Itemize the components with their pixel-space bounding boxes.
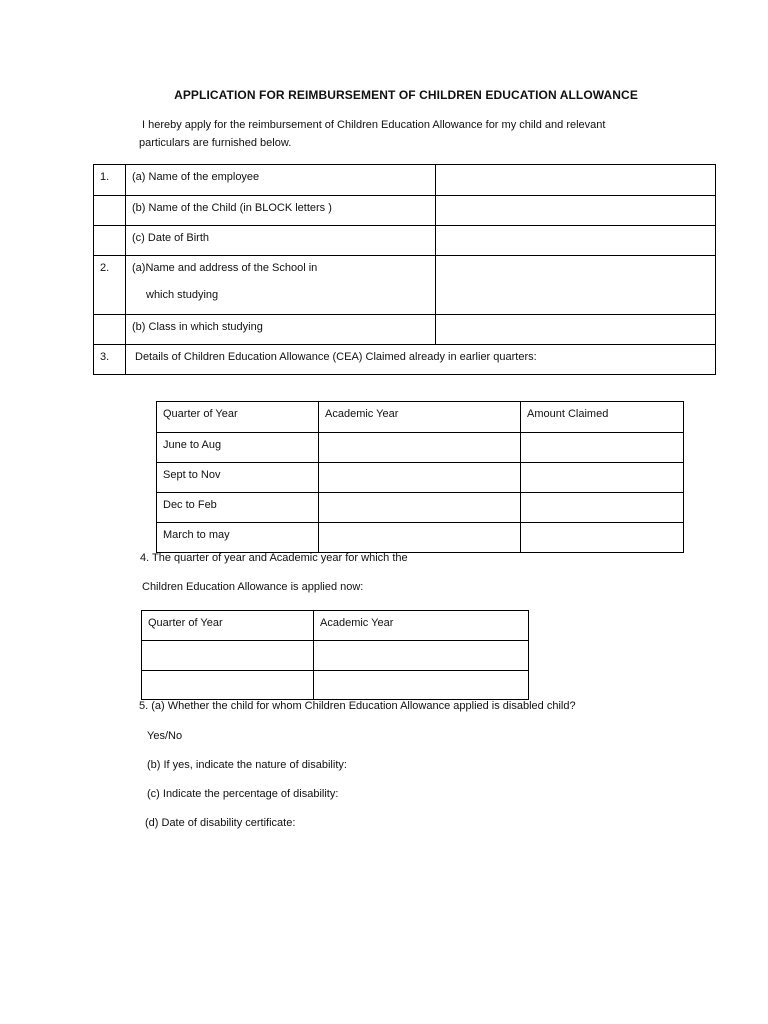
academic-year-field[interactable]: [314, 641, 529, 671]
quarter-cell: March to may: [157, 523, 319, 553]
row-number: 2.: [94, 256, 126, 315]
column-header: Academic Year: [319, 402, 521, 433]
table-row: [94, 345, 716, 375]
dob-field[interactable]: [436, 226, 716, 256]
table-row: [94, 226, 716, 256]
row-number: [94, 196, 126, 226]
employee-name-label: (a) Name of the employee: [126, 165, 436, 196]
school-label-line-2: which studying: [146, 289, 219, 301]
school-label-line-1: (a)Name and address of the School in: [132, 262, 318, 274]
row-number: 1.: [94, 165, 126, 196]
quarter-field[interactable]: [142, 641, 314, 671]
row-number: [94, 226, 126, 256]
table-row: [94, 165, 716, 196]
class-field[interactable]: [436, 315, 716, 345]
table-row: [142, 641, 529, 671]
academic-year-field[interactable]: [319, 463, 521, 493]
intro-line-2: particulars are furnished below.: [139, 137, 292, 149]
column-header: Quarter of Year: [157, 402, 319, 433]
item-4-line-1: 4. The quarter of year and Academic year for which the: [140, 552, 408, 564]
intro-line-1: I hereby apply for the reimbursement of Children Education Allowance for my child and relevant: [142, 119, 606, 131]
cea-details-label: Details of Children Education Allowance (CEA) Claimed already in earlier quarters:: [126, 345, 716, 375]
dob-label: (c) Date of Birth: [126, 226, 436, 256]
cea-claimed-table: [156, 401, 684, 553]
academic-year-field[interactable]: [319, 433, 521, 463]
table-header-row: [157, 402, 684, 433]
row-number: [94, 315, 126, 345]
amount-claimed-field[interactable]: [521, 523, 684, 553]
column-header: Academic Year: [314, 611, 529, 641]
amount-claimed-field[interactable]: [521, 433, 684, 463]
child-name-label: (b) Name of the Child (in BLOCK letters ): [126, 196, 436, 226]
table-row: [157, 463, 684, 493]
item-5c: (c) Indicate the percentage of disability:: [147, 788, 339, 800]
form-title: APPLICATION FOR REIMBURSEMENT OF CHILDREN EDUCATION ALLOWANCE: [174, 88, 638, 102]
amount-claimed-field[interactable]: [521, 493, 684, 523]
applied-quarter-table: [141, 610, 529, 700]
academic-year-field[interactable]: [319, 523, 521, 553]
table-row: [157, 493, 684, 523]
class-label: (b) Class in which studying: [126, 315, 436, 345]
column-header: Amount Claimed: [521, 402, 684, 433]
table-header-row: [142, 611, 529, 641]
school-label: [126, 256, 436, 315]
quarter-field[interactable]: [142, 671, 314, 700]
particulars-table: [93, 164, 716, 375]
amount-claimed-field[interactable]: [521, 463, 684, 493]
table-row: [94, 256, 716, 315]
employee-name-field[interactable]: [436, 165, 716, 196]
table-row: [142, 671, 529, 700]
column-header: Quarter of Year: [142, 611, 314, 641]
table-row: [157, 433, 684, 463]
quarter-cell: Dec to Feb: [157, 493, 319, 523]
child-name-field[interactable]: [436, 196, 716, 226]
table-row: [157, 523, 684, 553]
academic-year-field[interactable]: [314, 671, 529, 700]
table-row: [94, 196, 716, 226]
item-5b: (b) If yes, indicate the nature of disability:: [147, 759, 347, 771]
item-4-line-2: Children Education Allowance is applied now:: [142, 581, 364, 593]
academic-year-field[interactable]: [319, 493, 521, 523]
table-row: [94, 315, 716, 345]
item-5d: (d) Date of disability certificate:: [145, 817, 296, 829]
yes-no: Yes/No: [147, 730, 183, 742]
school-field[interactable]: [436, 256, 716, 315]
item-5a: 5. (a) Whether the child for whom Children Education Allowance applied is disabled child?: [139, 700, 576, 712]
quarter-cell: June to Aug: [157, 433, 319, 463]
quarter-cell: Sept to Nov: [157, 463, 319, 493]
row-number: 3.: [94, 345, 126, 375]
